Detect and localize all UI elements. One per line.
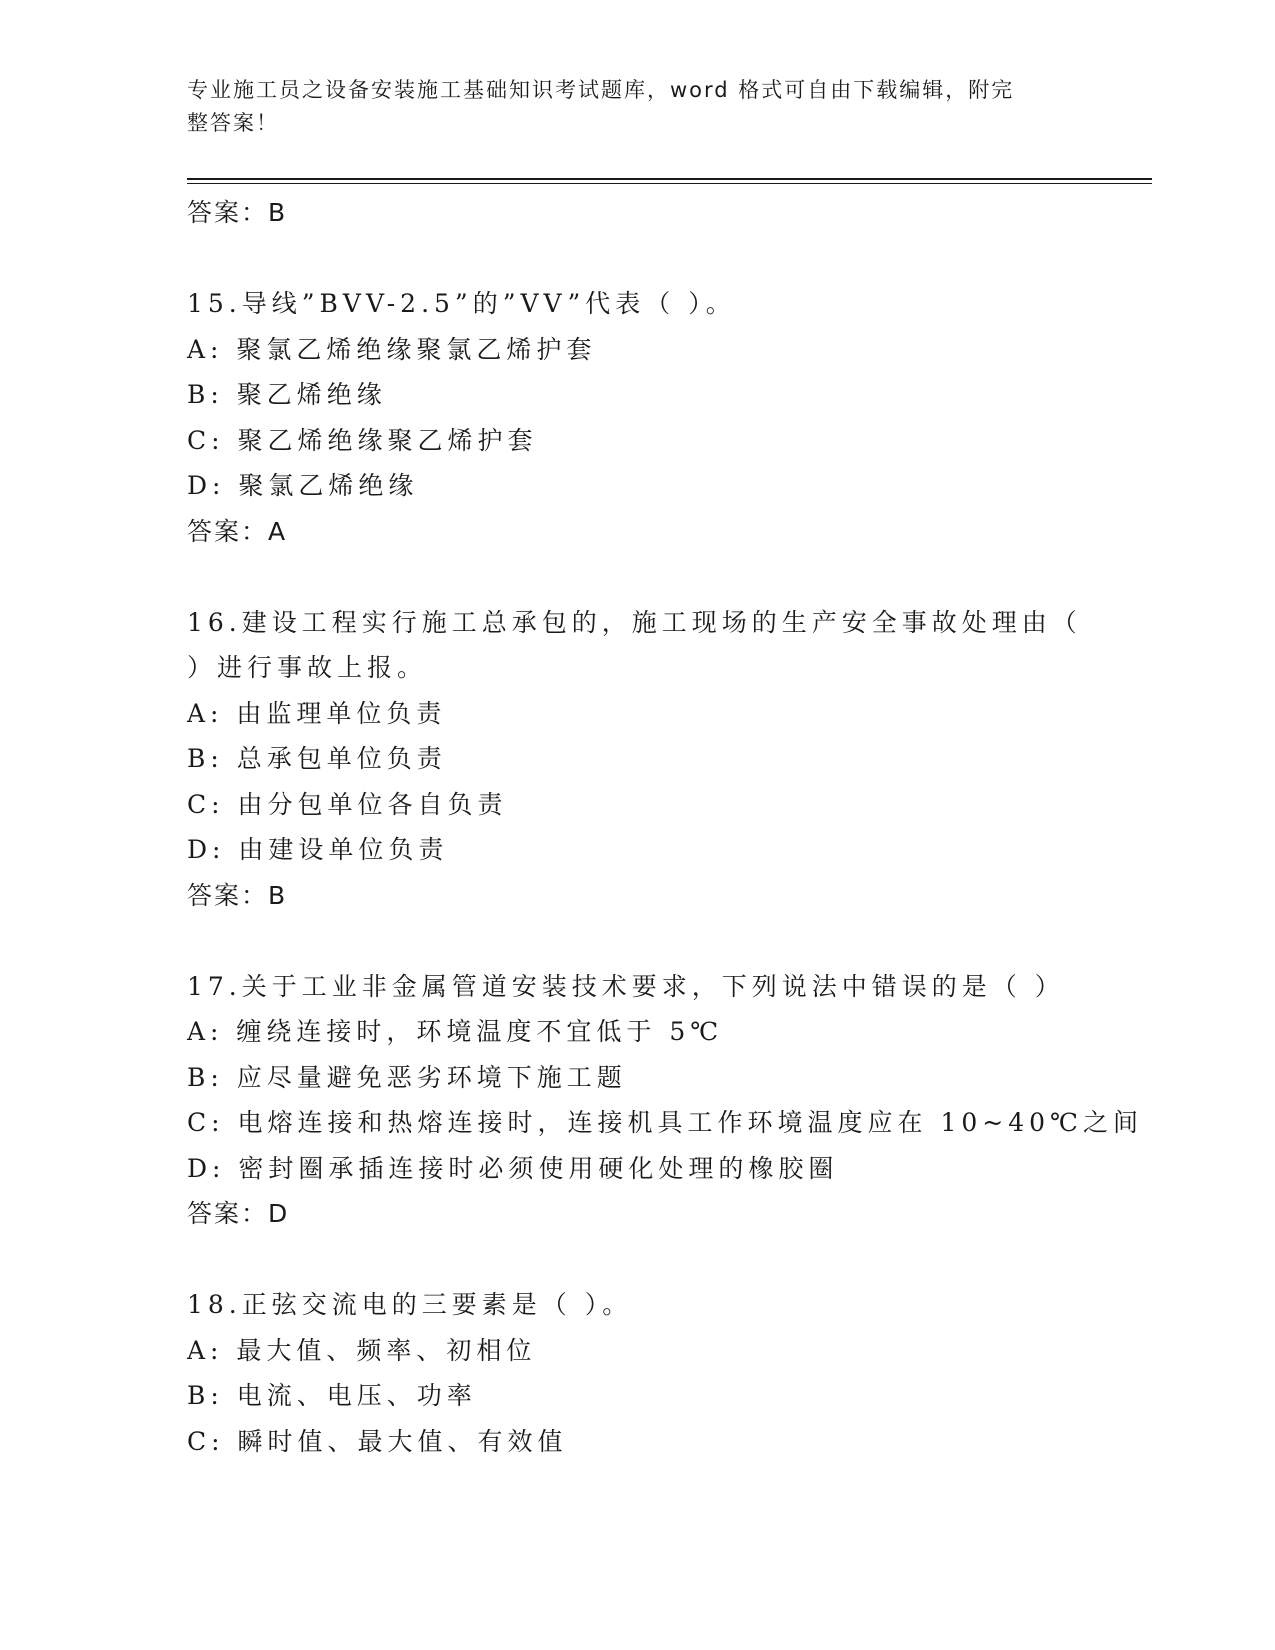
option-c: C: 由分包单位各自负责 [187,789,508,819]
option-a: A: 聚氯乙烯绝缘聚氯乙烯护套 [187,334,597,364]
option-c: C: 聚乙烯绝缘聚乙烯护套 [187,425,538,455]
question-gap [187,554,1152,600]
option-b: B: 总承包单位负责 [187,744,447,773]
question-stem: 16.建设工程实行施工总承包的，施工现场的生产安全事故处理由（ [187,607,1082,637]
option-a: A: 最大值、频率、初相位 [187,1335,537,1365]
option-d: D: 聚氯乙烯绝缘 [187,471,419,500]
option-a: A: 由监理单位负责 [187,698,447,728]
header-line-2: 整答案！ [187,111,279,135]
header-rule-thin [187,183,1152,184]
question-gap [187,918,1152,964]
question-stem: 17.关于工业非金属管道安装技术要求，下列说法中错误的是（ ） [187,971,1065,1001]
option-d: D: 由建设单位负责 [187,835,449,864]
question-stem: 18.正弦交流电的三要素是（ ）。 [187,1290,633,1319]
option-a: A: 缠绕连接时，环境温度不宜低于 5℃ [187,1017,724,1046]
document-header [187,74,1067,140]
option-d: D: 密封圈承插连接时必须使用硬化处理的橡胶圈 [187,1153,839,1183]
question-block [187,281,1152,554]
option-c: C: 瞬时值、最大值、有效值 [187,1426,568,1456]
question-gap [187,235,1152,281]
answer-line: 答案：B [187,880,288,910]
answer-line: 答案：A [187,516,288,546]
header-rule-thick [187,178,1152,180]
question-block [187,600,1152,918]
option-b: B: 电流、电压、功率 [187,1381,477,1410]
header-line-1: 专业施工员之设备安装施工基础知识考试题库，word 格式可自由下载编辑，附完 [187,78,1015,102]
question-block [187,1282,1152,1464]
option-b: B: 应尽量避免恶劣环境下施工题 [187,1062,627,1092]
question-stem-continued: ）进行事故上报。 [187,653,428,682]
question-gap [187,1236,1152,1282]
question-block [187,964,1152,1237]
option-b: B: 聚乙烯绝缘 [187,380,387,409]
answer-line: 答案：B [187,198,288,227]
answer-line: 答案：D [187,1199,290,1228]
question-stem: 15.导线”BVV-2.5”的”VV”代表（ ）。 [187,289,736,318]
question-list [187,190,1152,1464]
option-c: C: 电熔连接和热熔连接时，连接机具工作环境温度应在 10~40℃之间 [187,1108,1143,1137]
